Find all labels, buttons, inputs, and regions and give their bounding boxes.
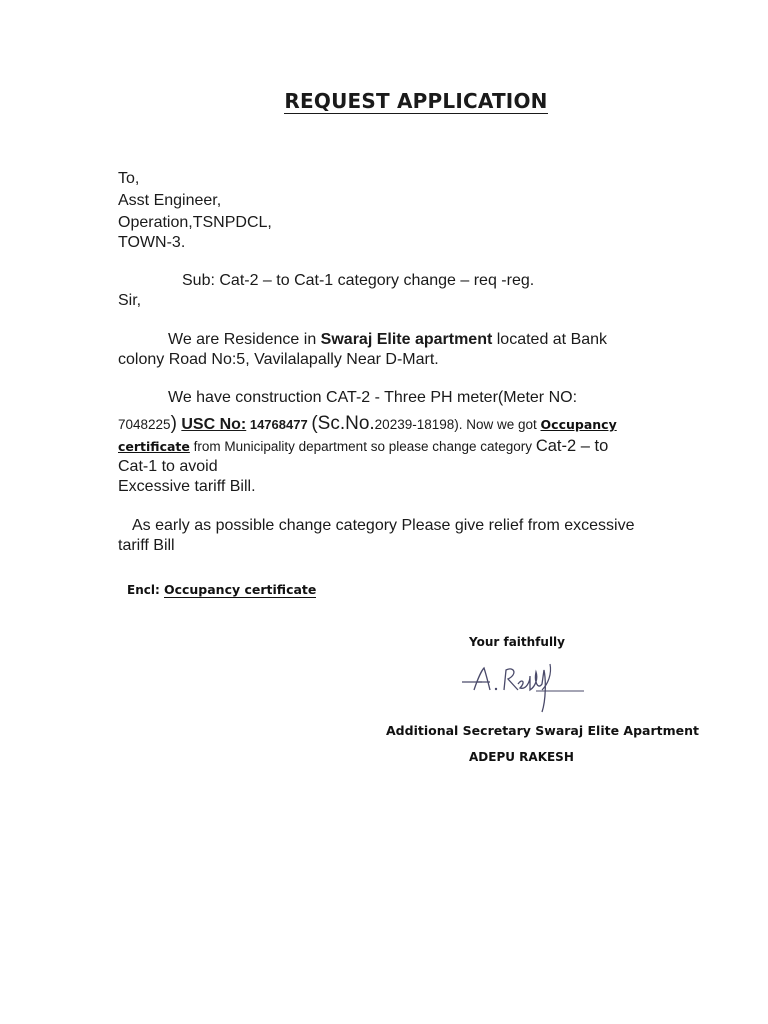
subject-line: Sub: Cat-2 – to Cat-1 category change – req -reg.	[182, 272, 535, 289]
address-to: To,	[118, 170, 140, 187]
title-text: REQUEST APPLICATION	[284, 89, 548, 113]
sc-label: (Sc.No.	[311, 413, 375, 434]
para1-line2: colony Road No:5, Vavilalapally Near D-Mart.	[118, 351, 439, 368]
page-title	[0, 89, 768, 113]
para3-line2: tariff Bill	[118, 537, 175, 554]
para2-line1: We have construction CAT-2 - Three PH meter(Meter NO:	[168, 389, 578, 406]
sign-off: Your faithfully	[469, 635, 565, 649]
enclosure	[127, 581, 316, 599]
signature-drawing	[460, 660, 590, 716]
enclosure-value: Occupancy certificate	[163, 582, 317, 597]
certificate-word: certificate	[118, 439, 190, 454]
close-paren: )	[170, 413, 177, 434]
enclosure-label: Encl:	[127, 583, 164, 597]
para2-line5: Excessive tariff Bill.	[118, 478, 256, 495]
para2-line3-mid: from Municipality department so please change category	[189, 439, 536, 454]
sc-number: 20239-18198). Now we got	[374, 417, 541, 432]
usc-number: 14768477	[246, 417, 312, 432]
address-line-2: Operation,TSNPDCL,	[118, 214, 272, 231]
cat-change-text: Cat-2 – to	[535, 437, 609, 455]
signature	[460, 660, 590, 716]
para1-line1	[168, 331, 607, 349]
occupancy-word: Occupancy	[540, 417, 617, 432]
para3-line1: As early as possible change category Please give relief from excessive	[132, 517, 635, 534]
meter-number: 7048225	[118, 417, 171, 432]
apartment-name: Swaraj Elite apartment	[320, 331, 493, 348]
para2-line2	[118, 413, 617, 435]
para2-line4: Cat-1 to avoid	[118, 458, 218, 475]
designation: Additional Secretary Swaraj Elite Apartment	[386, 723, 699, 738]
para2-line3	[118, 437, 608, 456]
para1-pre: We are Residence in	[168, 331, 321, 348]
address-line-1: Asst Engineer,	[118, 192, 222, 209]
usc-label: USC No:	[181, 416, 247, 433]
para1-post: located at Bank	[492, 331, 608, 348]
signatory-name: ADEPU RAKESH	[469, 750, 574, 764]
address-line-3: TOWN-3.	[118, 234, 186, 251]
salutation: Sir,	[118, 292, 142, 309]
